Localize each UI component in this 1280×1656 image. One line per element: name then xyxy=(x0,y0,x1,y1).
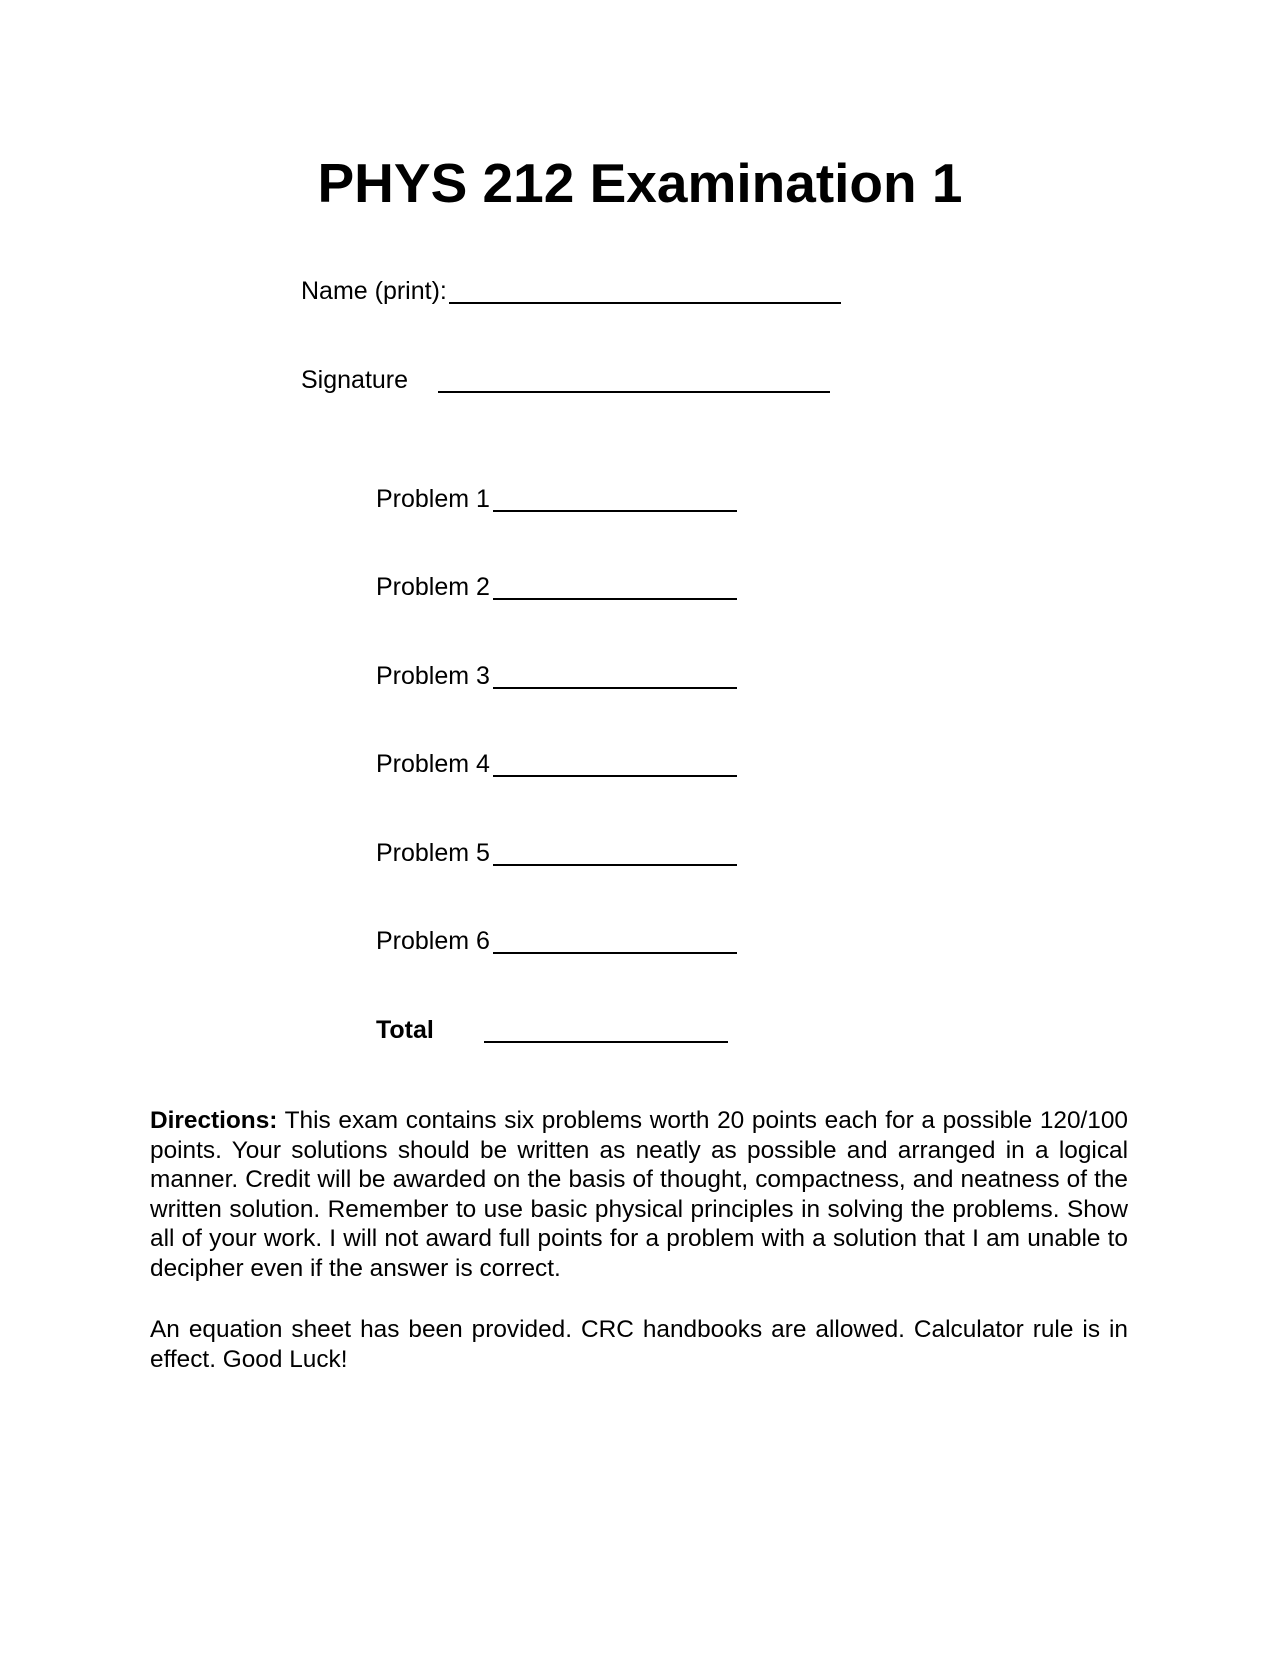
problem-label: Problem 5 xyxy=(376,839,490,867)
total-score-line[interactable] xyxy=(484,1041,728,1043)
name-field xyxy=(301,276,447,306)
exam-title: PHYS 212 Examination 1 xyxy=(317,152,963,214)
signature-field xyxy=(301,365,408,395)
problem-3-score-line[interactable] xyxy=(493,687,737,689)
score-row-problem-5 xyxy=(376,838,490,868)
directions-heading: Directions: xyxy=(150,1107,278,1134)
score-row-problem-1 xyxy=(376,484,490,514)
problem-5-score-line[interactable] xyxy=(493,864,737,866)
problem-label: Problem 6 xyxy=(376,927,490,955)
signature-label: Signature xyxy=(301,366,409,394)
total-label: Total xyxy=(376,1016,434,1044)
score-row-problem-3 xyxy=(376,661,490,691)
score-row-problem-6 xyxy=(376,926,490,956)
score-row-total xyxy=(376,1015,434,1045)
directions-paragraph xyxy=(150,1106,1128,1283)
problem-4-score-line[interactable] xyxy=(493,775,737,777)
problem-1-score-line[interactable] xyxy=(493,510,737,512)
problem-label: Problem 3 xyxy=(376,662,490,690)
problem-label: Problem 4 xyxy=(376,750,490,778)
score-row-problem-2 xyxy=(376,572,490,602)
problem-label: Problem 1 xyxy=(376,485,490,513)
name-blank-line[interactable] xyxy=(449,302,841,304)
directions-body: This exam contains six problems worth 20 points each for a possible 120/100 points. Your solutions should be written as neatly as possible and arranged in a logical manner. Credit will be awarded on the basis of thought, compactness, and neatness of the written solution. Remember to use basic physical principles in solving the problems. Show all of your work. I will not award full points for a problem with a solution that I am unable to decipher even if the answer is correct. xyxy=(150,1107,1128,1282)
equation-sheet-note: An equation sheet has been provided. CRC handbooks are allowed. Calculator rule is in effect. Good Luck! xyxy=(150,1316,1128,1373)
signature-blank-line[interactable] xyxy=(438,391,830,393)
name-label: Name (print): xyxy=(301,277,447,305)
problem-6-score-line[interactable] xyxy=(493,952,737,954)
problem-2-score-line[interactable] xyxy=(493,598,737,600)
problem-label: Problem 2 xyxy=(376,573,490,601)
score-row-problem-4 xyxy=(376,749,490,779)
